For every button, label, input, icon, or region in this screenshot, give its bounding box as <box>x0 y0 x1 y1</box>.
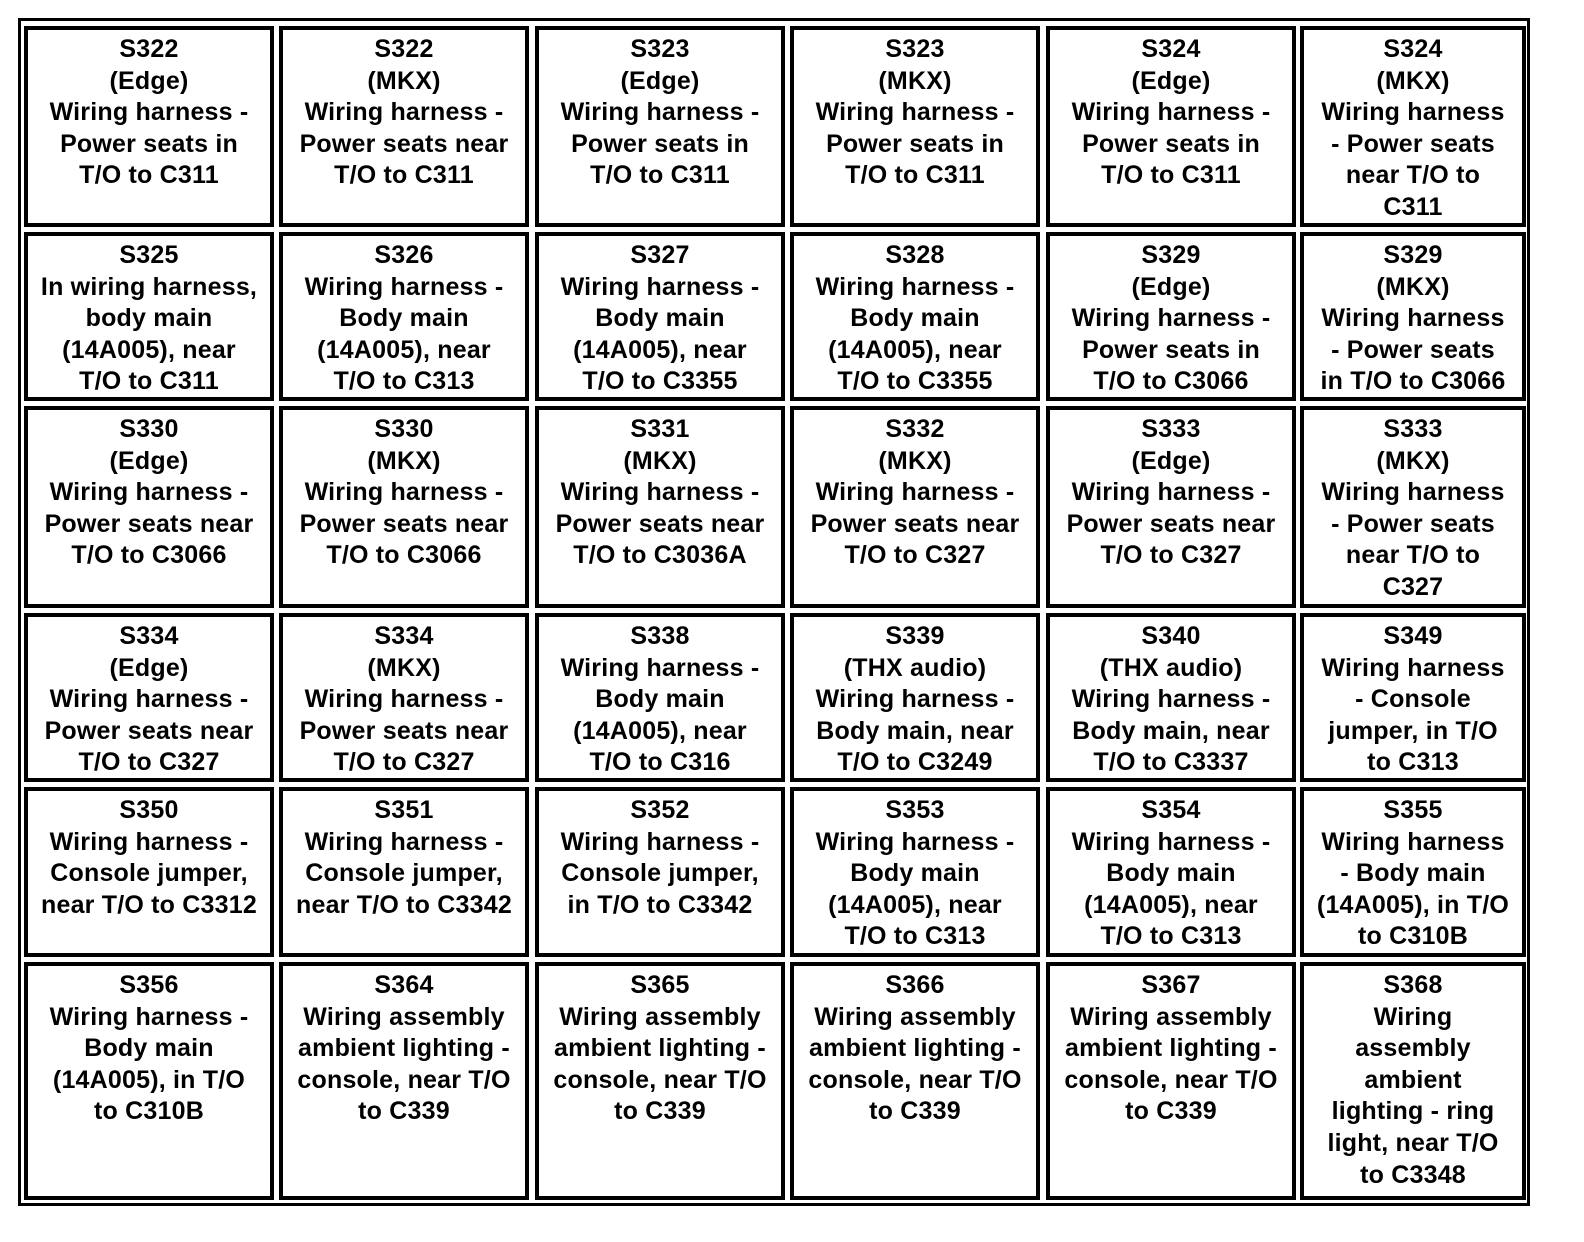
splice-id: S330 <box>374 415 434 443</box>
splice-description-line: Power seats near <box>299 129 509 158</box>
splice-id: S334 <box>374 622 434 650</box>
splice-id: S322 <box>119 35 179 63</box>
splice-description-line: body main <box>85 304 213 333</box>
splice-description-line: console, near T/O <box>808 1065 1022 1094</box>
splice-description-line: Body main <box>84 1034 214 1063</box>
splice-description-line: Power seats in <box>1082 335 1260 364</box>
splice-description-line: Wiring harness - <box>560 98 760 127</box>
splice-id: S365 <box>630 971 690 999</box>
splice-description-line: Wiring harness - <box>1071 98 1271 127</box>
splice-description-line: near T/O to <box>1345 161 1481 190</box>
splice-cell <box>24 232 274 401</box>
splice-description-line: console, near T/O <box>1064 1065 1278 1094</box>
splice-id: S340 <box>1141 622 1201 650</box>
splice-description-line: near T/O to C3312 <box>41 890 257 919</box>
splice-cell <box>24 787 274 957</box>
splice-table-frame <box>18 18 1530 1206</box>
splice-cell <box>790 232 1040 401</box>
splice-description-line: Power seats near <box>1066 509 1276 538</box>
splice-description-line: to C310B <box>94 1097 204 1126</box>
splice-description-line: Wiring assembly <box>814 1002 1016 1031</box>
splice-cell <box>1046 787 1296 957</box>
splice-description-line: Wiring harness <box>1321 304 1505 333</box>
splice-description-line: in T/O to C3342 <box>567 890 753 919</box>
splice-description-line: T/O to C327 <box>78 748 220 777</box>
splice-id: S354 <box>1141 796 1201 824</box>
splice-description-line: lighting - ring <box>1331 1097 1495 1126</box>
splice-cell <box>1046 962 1296 1200</box>
splice-description-line: Wiring harness - <box>815 98 1015 127</box>
splice-id: S324 <box>1383 35 1443 63</box>
splice-description-line: Wiring harness - <box>1071 685 1271 714</box>
splice-description-line: Wiring harness - <box>815 827 1015 856</box>
splice-description-line: Wiring assembly <box>1070 1002 1272 1031</box>
splice-description-line: (14A005), near <box>1084 890 1258 919</box>
splice-description-line: Console jumper, <box>561 859 759 888</box>
table-row <box>21 26 1527 227</box>
splice-id: S355 <box>1383 796 1443 824</box>
splice-description-line: T/O to C311 <box>334 161 474 190</box>
splice-id: S332 <box>885 415 945 443</box>
splice-description-line: (MKX) <box>878 66 952 95</box>
splice-cell <box>535 613 785 782</box>
splice-cell <box>790 787 1040 957</box>
splice-description-line: Wiring harness - <box>560 827 760 856</box>
splice-description-line: Wiring harness <box>1321 98 1505 127</box>
splice-cell <box>24 962 274 1200</box>
splice-id: S339 <box>885 622 945 650</box>
splice-description-line: (THX audio) <box>1099 653 1243 682</box>
splice-description-line: (MKX) <box>1376 272 1450 301</box>
splice-description-line: T/O to C311 <box>590 161 730 190</box>
splice-description-line: Wiring harness <box>1321 827 1505 856</box>
splice-description-line: T/O to C3355 <box>837 367 993 396</box>
splice-description-line: Wiring harness - <box>49 827 249 856</box>
splice-id: S327 <box>630 241 690 269</box>
splice-description-line: (14A005), in T/O <box>52 1065 246 1094</box>
splice-description-line: T/O to C3066 <box>71 541 227 570</box>
splice-description-line: console, near T/O <box>553 1065 767 1094</box>
splice-description-line: ambient <box>1364 1065 1462 1094</box>
splice-description-line: T/O to C3355 <box>582 367 738 396</box>
splice-description-line: to C313 <box>1367 748 1459 777</box>
splice-cell <box>24 26 274 227</box>
splice-id: S328 <box>885 241 945 269</box>
splice-cell <box>1046 232 1296 401</box>
splice-description-line: in T/O to C3066 <box>1320 367 1506 396</box>
splice-id: S330 <box>119 415 179 443</box>
splice-description-line: (THX audio) <box>843 653 987 682</box>
splice-id: S338 <box>630 622 690 650</box>
splice-description-line: (MKX) <box>1376 446 1450 475</box>
splice-id: S368 <box>1383 971 1443 999</box>
splice-description-line: T/O to C313 <box>1100 922 1242 951</box>
splice-cell <box>535 26 785 227</box>
splice-id: S331 <box>630 415 690 443</box>
splice-description-line: Wiring harness - <box>49 1002 249 1031</box>
splice-description-line: Wiring harness - <box>49 685 249 714</box>
splice-description-line: to C3348 <box>1360 1160 1466 1189</box>
splice-description-line: Power seats near <box>810 509 1020 538</box>
splice-description-line: Wiring <box>1373 1002 1453 1031</box>
splice-description-line: Wiring harness - <box>304 478 504 507</box>
splice-description-line: T/O to C327 <box>1100 541 1242 570</box>
splice-id: S356 <box>119 971 179 999</box>
splice-cell <box>279 406 529 608</box>
splice-id: S334 <box>119 622 179 650</box>
splice-cell <box>1046 406 1296 608</box>
splice-cell <box>1300 613 1526 782</box>
splice-cell <box>790 26 1040 227</box>
splice-cell <box>1046 26 1296 227</box>
splice-description-line: (Edge) <box>1131 272 1211 301</box>
splice-description-line: T/O to C3066 <box>1093 367 1249 396</box>
splice-description-line: near T/O to <box>1345 541 1481 570</box>
splice-description-line: Wiring harness - <box>304 827 504 856</box>
splice-description-line: - Power seats <box>1331 335 1495 364</box>
splice-description-line: C327 <box>1382 572 1444 601</box>
splice-id: S323 <box>630 35 690 63</box>
splice-description-line: T/O to C311 <box>79 161 219 190</box>
splice-description-line: ambient lighting - <box>554 1034 766 1063</box>
splice-cell <box>279 962 529 1200</box>
splice-description-line: Power seats in <box>1082 129 1260 158</box>
splice-description-line: Wiring harness - <box>304 685 504 714</box>
splice-description-line: (14A005), near <box>62 335 236 364</box>
splice-description-line: In wiring harness, <box>40 272 258 301</box>
splice-description-line: (14A005), near <box>828 890 1002 919</box>
splice-description-line: (Edge) <box>620 66 700 95</box>
splice-description-line: - Power seats <box>1331 129 1495 158</box>
splice-description-line: C311 <box>1383 192 1443 221</box>
table-row <box>21 787 1527 957</box>
splice-description-line: to C339 <box>358 1097 450 1126</box>
splice-description-line: Wiring harness - <box>560 272 760 301</box>
splice-description-line: Power seats in <box>571 129 749 158</box>
splice-id: S353 <box>885 796 945 824</box>
splice-description-line: Power seats near <box>555 509 765 538</box>
splice-id: S333 <box>1383 415 1443 443</box>
splice-description-line: Wiring harness - <box>1071 827 1271 856</box>
splice-description-line: (14A005), near <box>317 335 491 364</box>
splice-description-line: Wiring harness - <box>815 478 1015 507</box>
splice-id: S349 <box>1383 622 1443 650</box>
splice-description-line: Wiring harness - <box>815 685 1015 714</box>
splice-id: S352 <box>630 796 690 824</box>
splice-id: S351 <box>374 796 434 824</box>
table-row <box>21 232 1527 401</box>
splice-description-line: Body main <box>1106 859 1236 888</box>
splice-description-line: to C339 <box>1125 1097 1217 1126</box>
splice-description-line: Power seats near <box>299 716 509 745</box>
splice-cell <box>535 787 785 957</box>
splice-description-line: to C339 <box>869 1097 961 1126</box>
splice-description-line: (14A005), near <box>573 335 747 364</box>
splice-id: S367 <box>1141 971 1201 999</box>
splice-description-line: (Edge) <box>1131 66 1211 95</box>
splice-description-line: Body main <box>850 304 980 333</box>
splice-description-line: Wiring harness - <box>49 98 249 127</box>
splice-description-line: T/O to C311 <box>79 367 219 396</box>
splice-cell <box>1300 406 1526 608</box>
splice-description-line: Power seats in <box>826 129 1004 158</box>
splice-description-line: (MKX) <box>878 446 952 475</box>
splice-description-line: Body main <box>850 859 980 888</box>
splice-description-line: Body main, near <box>1072 716 1270 745</box>
splice-description-line: (Edge) <box>1131 446 1211 475</box>
splice-cell <box>1300 962 1526 1200</box>
splice-id: S325 <box>119 241 179 269</box>
splice-description-line: T/O to C3249 <box>837 748 993 777</box>
splice-cell <box>790 406 1040 608</box>
splice-description-line: Body main <box>595 304 725 333</box>
splice-description-line: Wiring harness - <box>304 98 504 127</box>
splice-id: S364 <box>374 971 434 999</box>
splice-description-line: Wiring harness <box>1321 478 1505 507</box>
splice-description-line: T/O to C3066 <box>326 541 482 570</box>
splice-description-line: Wiring harness - <box>815 272 1015 301</box>
splice-cell <box>279 26 529 227</box>
splice-description-line: T/O to C311 <box>1101 161 1241 190</box>
splice-description-line: near T/O to C3342 <box>296 890 512 919</box>
splice-description-line: T/O to C3036A <box>573 541 747 570</box>
splice-description-line: Body main, near <box>816 716 1014 745</box>
splice-description-line: Wiring assembly <box>559 1002 761 1031</box>
splice-cell <box>1300 787 1526 957</box>
splice-cell <box>279 232 529 401</box>
splice-id: S322 <box>374 35 434 63</box>
table-row <box>21 406 1527 608</box>
splice-cell <box>1300 232 1526 401</box>
splice-description-line: - Body main <box>1340 859 1486 888</box>
splice-cell <box>279 613 529 782</box>
splice-id: S333 <box>1141 415 1201 443</box>
splice-cell <box>790 613 1040 782</box>
splice-description-line: Wiring harness - <box>560 478 760 507</box>
splice-description-line: (MKX) <box>367 446 441 475</box>
splice-description-line: T/O to C3337 <box>1093 748 1249 777</box>
splice-description-line: Wiring assembly <box>303 1002 505 1031</box>
splice-id: S329 <box>1141 241 1201 269</box>
splice-description-line: Wiring harness - <box>560 653 760 682</box>
splice-description-line: Wiring harness <box>1321 653 1505 682</box>
splice-description-line: (Edge) <box>109 653 189 682</box>
splice-description-line: Console jumper, <box>50 859 248 888</box>
splice-cell <box>1046 613 1296 782</box>
splice-id: S323 <box>885 35 945 63</box>
table-row <box>21 962 1527 1200</box>
splice-description-line: Body main <box>339 304 469 333</box>
splice-cell <box>24 406 274 608</box>
splice-description-line: to C310B <box>1358 922 1468 951</box>
splice-description-line: Wiring harness - <box>1071 478 1271 507</box>
splice-description-line: jumper, in T/O <box>1328 716 1498 745</box>
splice-description-line: (Edge) <box>109 446 189 475</box>
splice-description-line: Power seats near <box>44 716 254 745</box>
splice-description-line: T/O to C313 <box>844 922 986 951</box>
splice-id: S366 <box>885 971 945 999</box>
splice-description-line: T/O to C316 <box>589 748 731 777</box>
splice-cell <box>279 787 529 957</box>
splice-description-line: (14A005), near <box>573 716 747 745</box>
splice-description-line: (14A005), near <box>828 335 1002 364</box>
splice-description-line: assembly <box>1355 1034 1471 1063</box>
splice-description-line: (MKX) <box>367 653 441 682</box>
splice-description-line: console, near T/O <box>297 1065 511 1094</box>
splice-description-line: light, near T/O <box>1327 1128 1499 1157</box>
splice-description-line: Wiring harness - <box>1071 304 1271 333</box>
splice-description-line: Wiring harness - <box>304 272 504 301</box>
splice-description-line: Power seats near <box>44 509 254 538</box>
splice-description-line: (Edge) <box>109 66 189 95</box>
splice-cell <box>535 232 785 401</box>
splice-id: S329 <box>1383 241 1443 269</box>
splice-description-line: - Power seats <box>1331 509 1495 538</box>
splice-description-line: to C339 <box>614 1097 706 1126</box>
splice-cell <box>535 406 785 608</box>
splice-description-line: ambient lighting - <box>298 1034 510 1063</box>
splice-id: S326 <box>374 241 434 269</box>
splice-description-line: Power seats in <box>60 129 238 158</box>
splice-id: S324 <box>1141 35 1201 63</box>
splice-description-line: T/O to C313 <box>333 367 475 396</box>
splice-description-line: Wiring harness - <box>49 478 249 507</box>
splice-description-line: T/O to C327 <box>844 541 986 570</box>
splice-cell <box>790 962 1040 1200</box>
splice-description-line: T/O to C327 <box>333 748 475 777</box>
splice-description-line: ambient lighting - <box>809 1034 1021 1063</box>
splice-description-line: ambient lighting - <box>1065 1034 1277 1063</box>
splice-description-line: - Console <box>1355 685 1471 714</box>
table-row <box>21 613 1527 782</box>
splice-description-line: (MKX) <box>1376 66 1450 95</box>
splice-cell <box>1300 26 1526 227</box>
splice-description-line: (MKX) <box>367 66 441 95</box>
splice-description-line: T/O to C311 <box>845 161 985 190</box>
splice-description-line: (14A005), in T/O <box>1316 890 1510 919</box>
splice-description-line: Power seats near <box>299 509 509 538</box>
splice-description-line: (MKX) <box>623 446 697 475</box>
splice-table-grid <box>21 21 1527 1203</box>
splice-id: S350 <box>119 796 179 824</box>
splice-cell <box>535 962 785 1200</box>
splice-description-line: Body main <box>595 685 725 714</box>
splice-cell <box>24 613 274 782</box>
splice-description-line: Console jumper, <box>305 859 503 888</box>
